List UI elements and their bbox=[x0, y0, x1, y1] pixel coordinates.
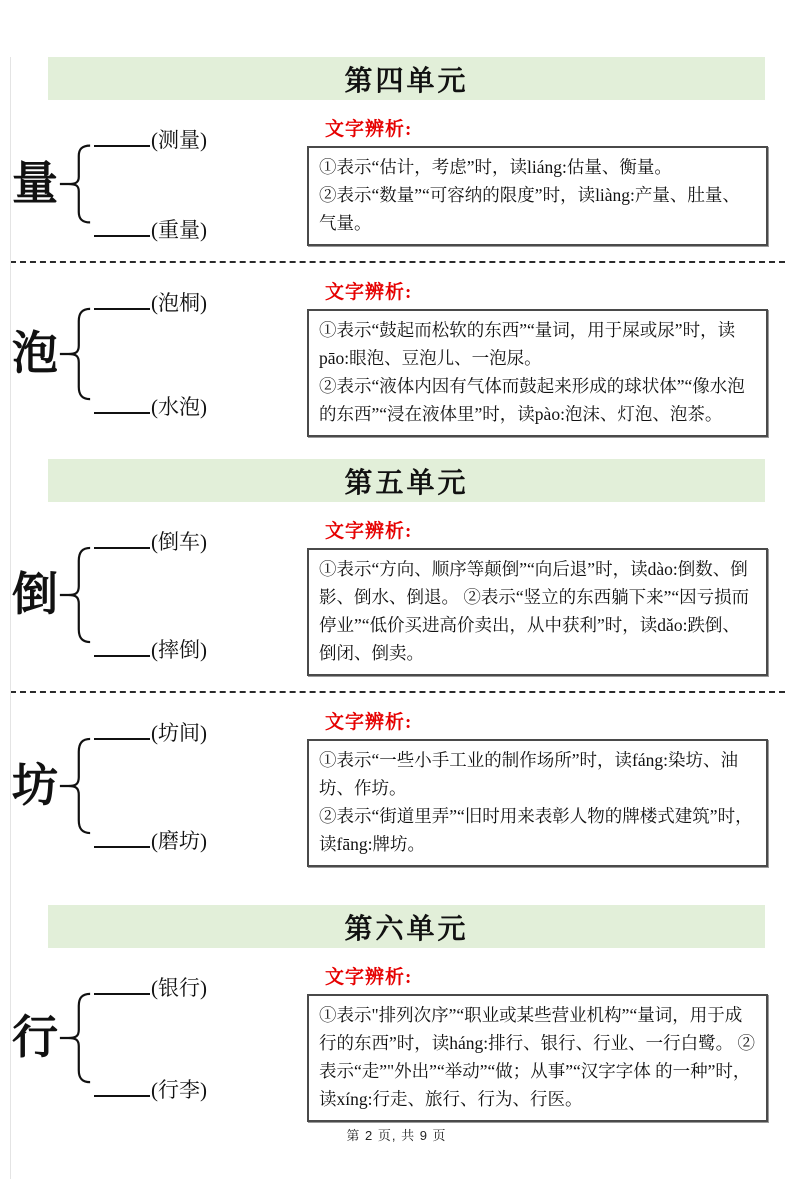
entry-left-liang bbox=[12, 128, 307, 242]
blanks-column bbox=[94, 291, 307, 419]
unit-header-6 bbox=[48, 905, 765, 948]
word-label: (重量) bbox=[151, 218, 207, 242]
analysis-label: 文字辨析: bbox=[325, 521, 413, 542]
blank-row bbox=[94, 1074, 307, 1104]
brace-bracket-icon bbox=[58, 737, 92, 835]
analysis-paragraph: ①表示"排列次序”“职业或某些营业机构”“量词，用于成行的东西”时，读háng:排行、银行、行业、一行白鹭。 ②表示“走”"外出”“举动”“做；从事”“汉字字体 的一种”时，读xíng:行走、旅行、行为、行医。 bbox=[319, 1005, 756, 1109]
big-character: 坊 bbox=[12, 760, 58, 811]
word-label: (银行) bbox=[151, 976, 207, 1000]
blank-row bbox=[94, 825, 307, 855]
analysis-label: 文字辨析: bbox=[325, 119, 413, 140]
unit-title: 第五单元 bbox=[344, 467, 469, 499]
entry-liang bbox=[0, 114, 793, 246]
analysis-label: 文字辨析: bbox=[325, 712, 413, 733]
analysis-label: 文字辨析: bbox=[325, 967, 413, 988]
analysis-paragraph: ②表示“街道里弄”“旧时用来表彰人物的牌楼式建筑”时，读fāng:牌坊。 bbox=[319, 806, 753, 854]
worksheet-page bbox=[0, 57, 793, 1179]
analysis-paragraph: ①表示“估计，考虑”时，读liáng:估量、衡量。 bbox=[319, 157, 672, 177]
unit-header-5 bbox=[48, 459, 765, 502]
entry-left-xing bbox=[12, 976, 307, 1102]
big-character: 倒 bbox=[12, 569, 58, 620]
analysis-box bbox=[307, 994, 768, 1122]
left-margin-rule bbox=[10, 57, 11, 1179]
analysis-box bbox=[307, 146, 768, 246]
blanks-column bbox=[94, 530, 307, 662]
big-character: 泡 bbox=[12, 328, 58, 379]
unit-title: 第六单元 bbox=[344, 913, 469, 945]
blanks-column bbox=[94, 976, 307, 1102]
analysis-box bbox=[307, 739, 768, 867]
blank-row bbox=[94, 287, 307, 317]
brace-bracket-icon bbox=[58, 546, 92, 644]
fill-in-blank[interactable] bbox=[94, 639, 150, 657]
blank-row bbox=[94, 634, 307, 664]
blank-row bbox=[94, 214, 307, 244]
analysis-paragraph: ①表示“一些小手工业的制作场所”时，读fáng:染坊、油坊、作坊。 bbox=[319, 750, 738, 798]
fill-in-blank[interactable] bbox=[94, 129, 150, 147]
fill-in-blank[interactable] bbox=[94, 830, 150, 848]
unit-title: 第四单元 bbox=[344, 65, 469, 97]
fill-in-blank[interactable] bbox=[94, 292, 150, 310]
analysis-paragraph: ①表示“鼓起而松软的东西”“量词，用于屎或尿”时，读pāo:眼泡、豆泡儿、一泡尿。 bbox=[319, 320, 736, 368]
word-label: (泡桐) bbox=[151, 291, 207, 315]
dashed-separator bbox=[10, 691, 785, 693]
analysis-paragraph: ②表示“液体内因有气体而鼓起来形成的球状体”“像水泡的东西”“浸在液体里”时，读pào:泡沫、灯泡、泡茶。 bbox=[319, 376, 745, 424]
fill-in-blank[interactable] bbox=[94, 977, 150, 995]
entry-right-liang bbox=[307, 114, 793, 246]
dashed-separator bbox=[10, 261, 785, 263]
word-label: (行李) bbox=[151, 1078, 207, 1102]
word-label: (水泡) bbox=[151, 395, 207, 419]
entry-right-xing bbox=[307, 962, 793, 1122]
fill-in-blank[interactable] bbox=[94, 396, 150, 414]
entry-right-pao bbox=[307, 277, 793, 437]
word-label: (倒车) bbox=[151, 530, 207, 554]
entry-dao bbox=[0, 516, 793, 676]
entry-right-fang bbox=[307, 707, 793, 867]
fill-in-blank[interactable] bbox=[94, 531, 150, 549]
blank-row bbox=[94, 526, 307, 556]
brace-bracket-icon bbox=[58, 307, 92, 401]
entry-left-dao bbox=[12, 530, 307, 662]
brace-bracket-icon bbox=[58, 144, 92, 224]
word-label: (磨坊) bbox=[151, 829, 207, 853]
analysis-box bbox=[307, 548, 768, 676]
analysis-paragraph: ①表示“方向、顺序等颠倒”“向后退”时，读dào:倒数、倒影、倒水、倒退。 ②表示“竖立的东西躺下来”“因亏损而停业”“低价买进高价卖出，从中获利”时，读dǎo:跌倒、倒闭、倒卖。 bbox=[319, 559, 750, 663]
word-label: (坊间) bbox=[151, 721, 207, 745]
fill-in-blank[interactable] bbox=[94, 219, 150, 237]
word-label: (测量) bbox=[151, 128, 207, 152]
analysis-box bbox=[307, 309, 768, 437]
big-character: 行 bbox=[12, 1012, 58, 1063]
blanks-column bbox=[94, 128, 307, 242]
entry-xing bbox=[0, 962, 793, 1122]
entry-pao bbox=[0, 277, 793, 437]
blank-row bbox=[94, 124, 307, 154]
entry-fang bbox=[0, 707, 793, 867]
fill-in-blank[interactable] bbox=[94, 1079, 150, 1097]
blank-row bbox=[94, 972, 307, 1002]
blank-row bbox=[94, 717, 307, 747]
unit-header-4 bbox=[48, 57, 765, 100]
big-character: 量 bbox=[12, 158, 58, 209]
analysis-paragraph: ②表示“数量”“可容纳的限度”时，读liàng:产量、肚量、气量。 bbox=[319, 185, 740, 233]
blank-row bbox=[94, 391, 307, 421]
blanks-column bbox=[94, 721, 307, 853]
brace-bracket-icon bbox=[58, 992, 92, 1084]
entry-left-pao bbox=[12, 291, 307, 419]
word-label: (摔倒) bbox=[151, 638, 207, 662]
analysis-label: 文字辨析: bbox=[325, 282, 413, 303]
entry-right-dao bbox=[307, 516, 793, 676]
page-number: 第 2 页, 共 9 页 bbox=[346, 1128, 447, 1143]
entry-left-fang bbox=[12, 721, 307, 853]
fill-in-blank[interactable] bbox=[94, 722, 150, 740]
